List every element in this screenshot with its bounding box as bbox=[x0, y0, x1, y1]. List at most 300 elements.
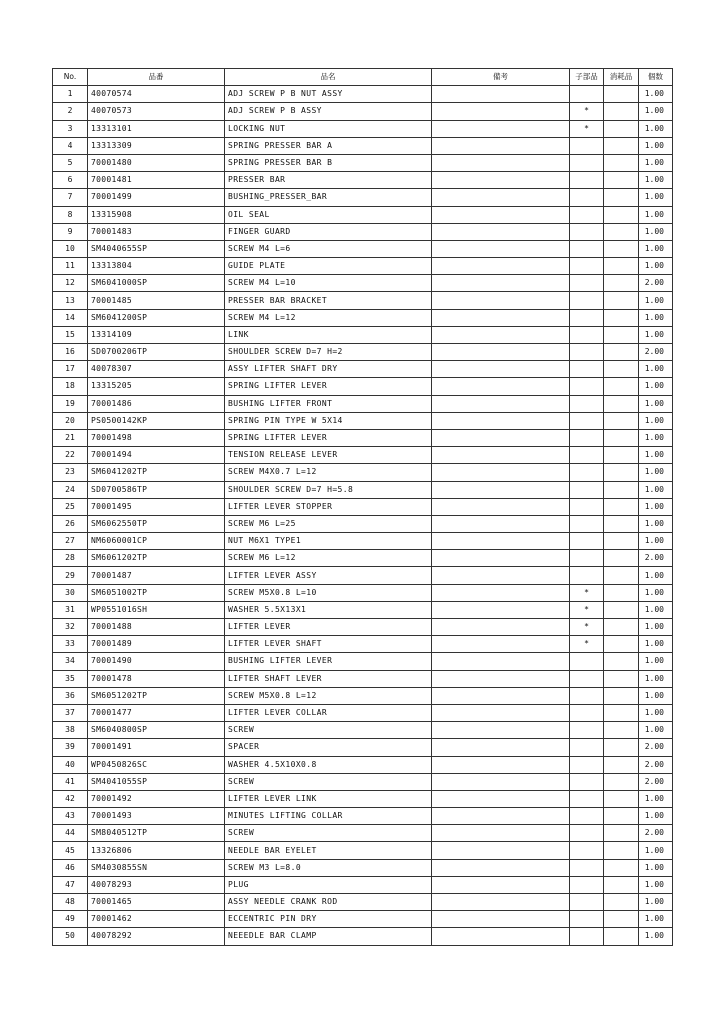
cell-remarks bbox=[432, 704, 570, 721]
cell-remarks bbox=[432, 378, 570, 395]
cell-part-no: SM8040512TP bbox=[88, 825, 225, 842]
cell-remarks bbox=[432, 722, 570, 739]
cell-remarks bbox=[432, 928, 570, 945]
cell-sub-part bbox=[570, 429, 604, 446]
cell-qty: 1.00 bbox=[639, 361, 673, 378]
cell-no: 8 bbox=[53, 206, 88, 223]
cell-consumable bbox=[604, 756, 639, 773]
cell-qty: 1.00 bbox=[639, 653, 673, 670]
cell-name: PRESSER BAR BRACKET bbox=[225, 292, 432, 309]
cell-no: 6 bbox=[53, 172, 88, 189]
table-row bbox=[53, 86, 673, 103]
cell-remarks bbox=[432, 275, 570, 292]
cell-consumable bbox=[604, 928, 639, 945]
table-row bbox=[53, 361, 673, 378]
cell-sub-part bbox=[570, 309, 604, 326]
cell-remarks bbox=[432, 86, 570, 103]
cell-part-no: 40070573 bbox=[88, 103, 225, 120]
cell-sub-part bbox=[570, 275, 604, 292]
cell-part-no: 70001498 bbox=[88, 429, 225, 446]
cell-sub-part bbox=[570, 395, 604, 412]
cell-qty: 2.00 bbox=[639, 550, 673, 567]
cell-qty: 1.00 bbox=[639, 309, 673, 326]
cell-consumable bbox=[604, 842, 639, 859]
table-row bbox=[53, 790, 673, 807]
table-row bbox=[53, 344, 673, 361]
cell-qty: 1.00 bbox=[639, 189, 673, 206]
cell-qty: 1.00 bbox=[639, 447, 673, 464]
cell-no: 42 bbox=[53, 790, 88, 807]
cell-sub-part bbox=[570, 653, 604, 670]
cell-qty: 1.00 bbox=[639, 567, 673, 584]
table-row bbox=[53, 894, 673, 911]
table-row bbox=[53, 928, 673, 945]
cell-no: 20 bbox=[53, 412, 88, 429]
cell-remarks bbox=[432, 309, 570, 326]
cell-part-no: 40070574 bbox=[88, 86, 225, 103]
cell-qty: 1.00 bbox=[639, 172, 673, 189]
cell-name: ADJ SCREW P B NUT ASSY bbox=[225, 86, 432, 103]
cell-name: LINK bbox=[225, 326, 432, 343]
cell-sub-part bbox=[570, 567, 604, 584]
cell-remarks bbox=[432, 120, 570, 137]
cell-remarks bbox=[432, 189, 570, 206]
cell-no: 25 bbox=[53, 498, 88, 515]
cell-qty: 2.00 bbox=[639, 739, 673, 756]
cell-name: ECCENTRIC PIN DRY bbox=[225, 911, 432, 928]
cell-no: 49 bbox=[53, 911, 88, 928]
table-row bbox=[53, 498, 673, 515]
cell-name: LIFTER LEVER COLLAR bbox=[225, 704, 432, 721]
table-row bbox=[53, 395, 673, 412]
cell-remarks bbox=[432, 498, 570, 515]
cell-no: 5 bbox=[53, 154, 88, 171]
cell-qty: 1.00 bbox=[639, 533, 673, 550]
cell-part-no: SM6051002TP bbox=[88, 584, 225, 601]
cell-no: 23 bbox=[53, 464, 88, 481]
cell-name: SCREW bbox=[225, 773, 432, 790]
table-row bbox=[53, 447, 673, 464]
cell-part-no: 70001477 bbox=[88, 704, 225, 721]
cell-sub-part bbox=[570, 154, 604, 171]
cell-qty: 1.00 bbox=[639, 911, 673, 928]
cell-no: 29 bbox=[53, 567, 88, 584]
cell-sub-part bbox=[570, 722, 604, 739]
cell-sub-part: * bbox=[570, 601, 604, 618]
cell-sub-part: * bbox=[570, 103, 604, 120]
cell-remarks bbox=[432, 154, 570, 171]
cell-name: LIFTER SHAFT LEVER bbox=[225, 670, 432, 687]
cell-consumable bbox=[604, 275, 639, 292]
cell-remarks bbox=[432, 911, 570, 928]
cell-no: 17 bbox=[53, 361, 88, 378]
cell-name: NUT M6X1 TYPE1 bbox=[225, 533, 432, 550]
cell-qty: 1.00 bbox=[639, 292, 673, 309]
cell-name: SCREW M3 L=8.0 bbox=[225, 859, 432, 876]
table-row bbox=[53, 412, 673, 429]
cell-qty: 1.00 bbox=[639, 498, 673, 515]
cell-no: 32 bbox=[53, 619, 88, 636]
cell-consumable bbox=[604, 704, 639, 721]
cell-name: SPRING PRESSER BAR A bbox=[225, 137, 432, 154]
cell-name: SPRING PRESSER BAR B bbox=[225, 154, 432, 171]
table-row bbox=[53, 258, 673, 275]
cell-name: SPRING LIFTER LEVER bbox=[225, 378, 432, 395]
cell-consumable bbox=[604, 395, 639, 412]
cell-name: ASSY LIFTER SHAFT DRY bbox=[225, 361, 432, 378]
cell-name: LIFTER LEVER bbox=[225, 619, 432, 636]
cell-no: 36 bbox=[53, 687, 88, 704]
cell-consumable bbox=[604, 876, 639, 893]
table-row bbox=[53, 687, 673, 704]
header-no: No. bbox=[53, 69, 88, 86]
cell-no: 30 bbox=[53, 584, 88, 601]
cell-consumable bbox=[604, 515, 639, 532]
cell-consumable bbox=[604, 687, 639, 704]
cell-qty: 1.00 bbox=[639, 876, 673, 893]
cell-consumable bbox=[604, 653, 639, 670]
cell-name: TENSION RELEASE LEVER bbox=[225, 447, 432, 464]
cell-no: 33 bbox=[53, 636, 88, 653]
cell-no: 45 bbox=[53, 842, 88, 859]
table-row bbox=[53, 189, 673, 206]
table-row bbox=[53, 619, 673, 636]
cell-name: LIFTER LEVER ASSY bbox=[225, 567, 432, 584]
cell-name: WASHER 4.5X10X0.8 bbox=[225, 756, 432, 773]
cell-consumable bbox=[604, 292, 639, 309]
cell-consumable bbox=[604, 361, 639, 378]
cell-no: 34 bbox=[53, 653, 88, 670]
cell-consumable bbox=[604, 344, 639, 361]
header-part-no: 品番 bbox=[88, 69, 225, 86]
cell-consumable bbox=[604, 223, 639, 240]
cell-name: SCREW M5X0.8 L=12 bbox=[225, 687, 432, 704]
cell-qty: 1.00 bbox=[639, 601, 673, 618]
table-row bbox=[53, 378, 673, 395]
cell-remarks bbox=[432, 172, 570, 189]
cell-qty: 1.00 bbox=[639, 412, 673, 429]
cell-part-no: SM6051202TP bbox=[88, 687, 225, 704]
cell-sub-part bbox=[570, 189, 604, 206]
cell-no: 48 bbox=[53, 894, 88, 911]
parts-list-table bbox=[52, 68, 673, 946]
cell-no: 40 bbox=[53, 756, 88, 773]
cell-part-no: 70001495 bbox=[88, 498, 225, 515]
cell-consumable bbox=[604, 670, 639, 687]
table-row bbox=[53, 704, 673, 721]
cell-no: 3 bbox=[53, 120, 88, 137]
cell-part-no: 70001486 bbox=[88, 395, 225, 412]
cell-consumable bbox=[604, 86, 639, 103]
cell-part-no: 70001491 bbox=[88, 739, 225, 756]
cell-consumable bbox=[604, 481, 639, 498]
cell-name: SCREW M4 L=10 bbox=[225, 275, 432, 292]
cell-sub-part bbox=[570, 790, 604, 807]
cell-remarks bbox=[432, 137, 570, 154]
table-row bbox=[53, 429, 673, 446]
cell-no: 46 bbox=[53, 859, 88, 876]
cell-part-no: SM6062550TP bbox=[88, 515, 225, 532]
table-row bbox=[53, 825, 673, 842]
table-row bbox=[53, 739, 673, 756]
cell-part-no: 40078292 bbox=[88, 928, 225, 945]
cell-consumable bbox=[604, 206, 639, 223]
cell-part-no: SM6041200SP bbox=[88, 309, 225, 326]
table-row bbox=[53, 876, 673, 893]
cell-no: 19 bbox=[53, 395, 88, 412]
cell-remarks bbox=[432, 773, 570, 790]
cell-consumable bbox=[604, 172, 639, 189]
cell-name: SHOULDER SCREW D=7 H=2 bbox=[225, 344, 432, 361]
cell-consumable bbox=[604, 120, 639, 137]
cell-name: BUSHING LIFTER FRONT bbox=[225, 395, 432, 412]
cell-part-no: SM6041202TP bbox=[88, 464, 225, 481]
cell-no: 15 bbox=[53, 326, 88, 343]
cell-remarks bbox=[432, 876, 570, 893]
cell-part-no: 13315205 bbox=[88, 378, 225, 395]
table-row bbox=[53, 670, 673, 687]
cell-no: 4 bbox=[53, 137, 88, 154]
cell-remarks bbox=[432, 240, 570, 257]
table-row bbox=[53, 292, 673, 309]
cell-qty: 1.00 bbox=[639, 894, 673, 911]
cell-part-no: 70001485 bbox=[88, 292, 225, 309]
cell-part-no: SM4040655SP bbox=[88, 240, 225, 257]
cell-part-no: WP0450826SC bbox=[88, 756, 225, 773]
cell-no: 27 bbox=[53, 533, 88, 550]
cell-consumable bbox=[604, 790, 639, 807]
cell-no: 37 bbox=[53, 704, 88, 721]
table-row bbox=[53, 567, 673, 584]
cell-consumable bbox=[604, 326, 639, 343]
table-header-row bbox=[53, 69, 673, 86]
cell-no: 38 bbox=[53, 722, 88, 739]
cell-remarks bbox=[432, 808, 570, 825]
cell-qty: 2.00 bbox=[639, 344, 673, 361]
cell-part-no: SM6061202TP bbox=[88, 550, 225, 567]
cell-qty: 1.00 bbox=[639, 429, 673, 446]
cell-part-no: SM4041055SP bbox=[88, 773, 225, 790]
table-row bbox=[53, 240, 673, 257]
cell-name: NEEDLE BAR EYELET bbox=[225, 842, 432, 859]
cell-part-no: 70001494 bbox=[88, 447, 225, 464]
cell-part-no: 13313309 bbox=[88, 137, 225, 154]
table-row bbox=[53, 223, 673, 240]
cell-name: PRESSER BAR bbox=[225, 172, 432, 189]
cell-qty: 1.00 bbox=[639, 808, 673, 825]
cell-remarks bbox=[432, 653, 570, 670]
cell-name: SCREW bbox=[225, 825, 432, 842]
cell-qty: 1.00 bbox=[639, 154, 673, 171]
cell-sub-part bbox=[570, 361, 604, 378]
cell-name: SCREW M5X0.8 L=10 bbox=[225, 584, 432, 601]
cell-remarks bbox=[432, 412, 570, 429]
cell-no: 22 bbox=[53, 447, 88, 464]
cell-name: SCREW M4 L=12 bbox=[225, 309, 432, 326]
cell-no: 41 bbox=[53, 773, 88, 790]
table-row bbox=[53, 137, 673, 154]
cell-name: WASHER 5.5X13X1 bbox=[225, 601, 432, 618]
cell-part-no: 70001481 bbox=[88, 172, 225, 189]
cell-part-no: 70001478 bbox=[88, 670, 225, 687]
cell-sub-part bbox=[570, 928, 604, 945]
cell-sub-part bbox=[570, 498, 604, 515]
cell-sub-part bbox=[570, 464, 604, 481]
cell-sub-part bbox=[570, 172, 604, 189]
cell-name: LIFTER LEVER STOPPER bbox=[225, 498, 432, 515]
table-row bbox=[53, 842, 673, 859]
cell-name: FINGER GUARD bbox=[225, 223, 432, 240]
cell-remarks bbox=[432, 206, 570, 223]
cell-name: SCREW M4X0.7 L=12 bbox=[225, 464, 432, 481]
cell-sub-part bbox=[570, 911, 604, 928]
cell-qty: 1.00 bbox=[639, 86, 673, 103]
cell-no: 43 bbox=[53, 808, 88, 825]
cell-remarks bbox=[432, 567, 570, 584]
cell-remarks bbox=[432, 601, 570, 618]
table-row bbox=[53, 773, 673, 790]
cell-consumable bbox=[604, 189, 639, 206]
cell-part-no: NM6060001CP bbox=[88, 533, 225, 550]
cell-sub-part bbox=[570, 258, 604, 275]
header-name: 品名 bbox=[225, 69, 432, 86]
cell-sub-part bbox=[570, 223, 604, 240]
cell-remarks bbox=[432, 395, 570, 412]
table-row bbox=[53, 859, 673, 876]
cell-sub-part bbox=[570, 859, 604, 876]
cell-part-no: WP0551016SH bbox=[88, 601, 225, 618]
cell-sub-part bbox=[570, 206, 604, 223]
cell-remarks bbox=[432, 464, 570, 481]
cell-consumable bbox=[604, 154, 639, 171]
cell-qty: 1.00 bbox=[639, 842, 673, 859]
cell-consumable bbox=[604, 429, 639, 446]
cell-remarks bbox=[432, 481, 570, 498]
cell-part-no: SM4030855SN bbox=[88, 859, 225, 876]
cell-sub-part bbox=[570, 292, 604, 309]
table-row bbox=[53, 103, 673, 120]
cell-remarks bbox=[432, 756, 570, 773]
cell-qty: 1.00 bbox=[639, 378, 673, 395]
cell-no: 16 bbox=[53, 344, 88, 361]
cell-sub-part bbox=[570, 550, 604, 567]
cell-qty: 1.00 bbox=[639, 515, 673, 532]
cell-part-no: SM6041000SP bbox=[88, 275, 225, 292]
cell-qty: 1.00 bbox=[639, 258, 673, 275]
cell-no: 31 bbox=[53, 601, 88, 618]
cell-qty: 1.00 bbox=[639, 223, 673, 240]
cell-remarks bbox=[432, 739, 570, 756]
cell-name: NEEEDLE BAR CLAMP bbox=[225, 928, 432, 945]
cell-part-no: PS0500142KP bbox=[88, 412, 225, 429]
cell-sub-part bbox=[570, 378, 604, 395]
table-row bbox=[53, 533, 673, 550]
cell-remarks bbox=[432, 894, 570, 911]
header-sub-part: 子部品 bbox=[570, 69, 604, 86]
table-row bbox=[53, 275, 673, 292]
cell-sub-part bbox=[570, 137, 604, 154]
cell-qty: 1.00 bbox=[639, 240, 673, 257]
cell-qty: 1.00 bbox=[639, 584, 673, 601]
cell-qty: 1.00 bbox=[639, 464, 673, 481]
cell-qty: 1.00 bbox=[639, 928, 673, 945]
table-row bbox=[53, 172, 673, 189]
cell-qty: 2.00 bbox=[639, 756, 673, 773]
cell-consumable bbox=[604, 584, 639, 601]
cell-no: 47 bbox=[53, 876, 88, 893]
cell-part-no: 70001493 bbox=[88, 808, 225, 825]
cell-qty: 1.00 bbox=[639, 120, 673, 137]
cell-sub-part bbox=[570, 481, 604, 498]
cell-consumable bbox=[604, 309, 639, 326]
cell-sub-part bbox=[570, 515, 604, 532]
cell-sub-part bbox=[570, 86, 604, 103]
table-body bbox=[53, 86, 673, 945]
cell-remarks bbox=[432, 687, 570, 704]
cell-no: 11 bbox=[53, 258, 88, 275]
cell-name: MINUTES LIFTING COLLAR bbox=[225, 808, 432, 825]
cell-no: 39 bbox=[53, 739, 88, 756]
cell-remarks bbox=[432, 292, 570, 309]
cell-part-no: 70001490 bbox=[88, 653, 225, 670]
cell-no: 12 bbox=[53, 275, 88, 292]
cell-no: 9 bbox=[53, 223, 88, 240]
cell-part-no: 13314109 bbox=[88, 326, 225, 343]
cell-qty: 1.00 bbox=[639, 137, 673, 154]
cell-remarks bbox=[432, 636, 570, 653]
cell-qty: 1.00 bbox=[639, 636, 673, 653]
cell-no: 1 bbox=[53, 86, 88, 103]
cell-remarks bbox=[432, 447, 570, 464]
cell-part-no: 13313101 bbox=[88, 120, 225, 137]
cell-remarks bbox=[432, 859, 570, 876]
cell-name: LIFTER LEVER SHAFT bbox=[225, 636, 432, 653]
cell-consumable bbox=[604, 240, 639, 257]
cell-consumable bbox=[604, 137, 639, 154]
table-row bbox=[53, 550, 673, 567]
cell-name: SCREW bbox=[225, 722, 432, 739]
cell-consumable bbox=[604, 636, 639, 653]
cell-no: 14 bbox=[53, 309, 88, 326]
cell-part-no: SD0700206TP bbox=[88, 344, 225, 361]
cell-remarks bbox=[432, 258, 570, 275]
cell-sub-part bbox=[570, 447, 604, 464]
cell-consumable bbox=[604, 773, 639, 790]
cell-no: 44 bbox=[53, 825, 88, 842]
cell-name: PLUG bbox=[225, 876, 432, 893]
cell-name: SPRING PIN TYPE W 5X14 bbox=[225, 412, 432, 429]
cell-part-no: 70001483 bbox=[88, 223, 225, 240]
cell-qty: 1.00 bbox=[639, 481, 673, 498]
cell-part-no: 70001487 bbox=[88, 567, 225, 584]
table-row bbox=[53, 601, 673, 618]
cell-qty: 2.00 bbox=[639, 825, 673, 842]
cell-name: LOCKING NUT bbox=[225, 120, 432, 137]
cell-name: SCREW M6 L=12 bbox=[225, 550, 432, 567]
cell-name: ASSY NEEDLE CRANK ROD bbox=[225, 894, 432, 911]
cell-part-no: 70001488 bbox=[88, 619, 225, 636]
cell-sub-part: * bbox=[570, 619, 604, 636]
cell-sub-part bbox=[570, 412, 604, 429]
cell-no: 24 bbox=[53, 481, 88, 498]
cell-no: 2 bbox=[53, 103, 88, 120]
cell-qty: 1.00 bbox=[639, 206, 673, 223]
cell-name: GUIDE PLATE bbox=[225, 258, 432, 275]
cell-remarks bbox=[432, 326, 570, 343]
cell-qty: 1.00 bbox=[639, 619, 673, 636]
cell-remarks bbox=[432, 361, 570, 378]
cell-consumable bbox=[604, 808, 639, 825]
